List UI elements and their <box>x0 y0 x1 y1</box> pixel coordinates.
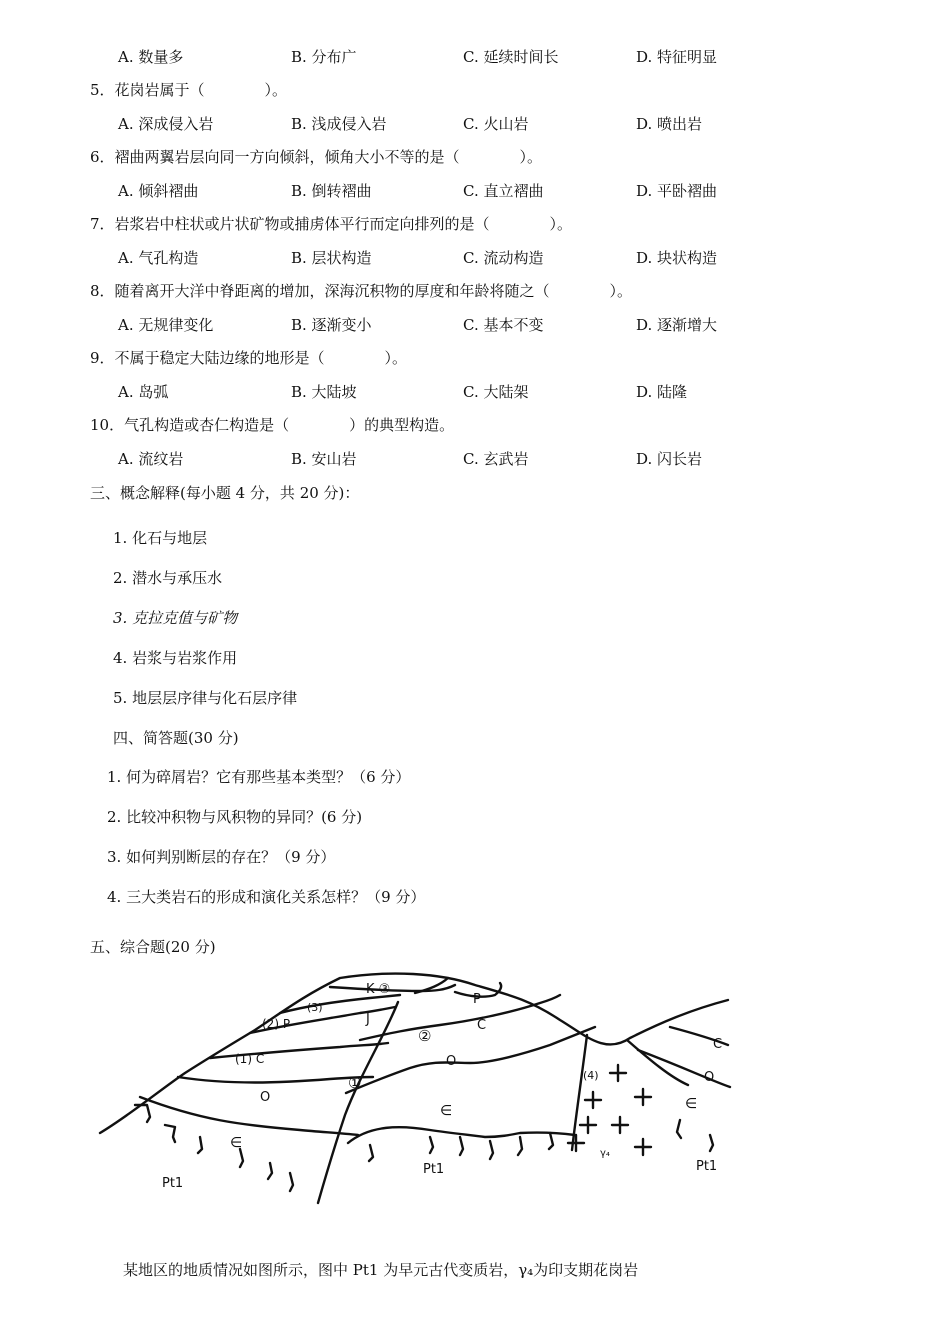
q8-option-d: D. 逐渐增大 <box>636 316 718 334</box>
q5-stem: 5．花岗岩属于（ ）。 <box>90 81 288 99</box>
q8-option-b: B. 逐渐变小 <box>291 316 372 334</box>
label-circled-2: ② <box>418 1027 432 1045</box>
section3-item-3: 3. 克拉克值与矿物 <box>113 609 238 627</box>
label-camb-right: ∈ <box>685 1096 698 1112</box>
q7-option-d: D. 块状构造 <box>636 249 718 267</box>
section4-item-4: 4. 三大类岩石的形成和演化关系怎样？（9 分） <box>107 888 426 906</box>
geologic-cross-section <box>90 965 750 1215</box>
q6-option-c: C. 直立褶曲 <box>463 182 544 200</box>
q4-option-a: A. 数量多 <box>118 48 184 66</box>
section4-item-3: 3. 如何判别断层的存在？（9 分） <box>107 848 336 866</box>
q9-option-b: B. 大陆坡 <box>291 383 357 401</box>
label-1c: (1) C <box>235 1052 265 1066</box>
q10-stem: 10．气孔构造或杏仁构造是（ ）的典型构造。 <box>90 416 455 434</box>
section5-title: 五、综合题(20 分) <box>90 938 216 956</box>
label-o-mid: O <box>446 1054 457 1069</box>
q6-stem: 6．褶曲两翼岩层向同一方向倾斜，倾角大小不等的是（ ）。 <box>90 148 543 166</box>
q7-option-a: A. 气孔构造 <box>118 249 199 267</box>
q4-option-d: D. 特征明显 <box>636 48 718 66</box>
q10-option-c: C. 玄武岩 <box>463 450 529 468</box>
label-p-top: P <box>473 992 481 1007</box>
label-k3: K ③ <box>366 982 391 997</box>
section3-item-1: 1. 化石与地层 <box>113 529 208 547</box>
q9-option-a: A. 岛弧 <box>118 383 169 401</box>
q8-option-a: A. 无规律变化 <box>118 316 214 334</box>
label-c-mid: C <box>477 1018 487 1033</box>
label-j: J <box>366 1012 370 1027</box>
section4-item-1: 1. 何为碎屑岩？它有那些基本类型？（6 分） <box>107 768 411 786</box>
label-camb-mid: ∈ <box>440 1103 453 1119</box>
q5-option-c: C. 火山岩 <box>463 115 529 133</box>
label-2p: (2) P <box>262 1017 291 1031</box>
q8-stem: 8．随着离开大洋中脊距离的增加，深海沉积物的厚度和年龄将随之（ ）。 <box>90 282 633 300</box>
q5-option-d: D. 喷出岩 <box>636 115 703 133</box>
q7-option-b: B. 层状构造 <box>291 249 372 267</box>
q10-option-a: A. 流纹岩 <box>118 450 184 468</box>
q10-option-d: D. 闪长岩 <box>636 450 703 468</box>
q9-stem: 9．不属于稳定大陆边缘的地形是（ ）。 <box>90 349 408 367</box>
label-pt1-right: Pt1 <box>696 1159 718 1174</box>
section4-item-2: 2. 比较冲积物与风积物的异同？(6 分) <box>107 808 363 826</box>
q4-option-b: B. 分布广 <box>291 48 357 66</box>
q10-option-b: B. 安山岩 <box>291 450 357 468</box>
q4-option-c: C. 延续时间长 <box>463 48 559 66</box>
label-o-right: O <box>704 1070 715 1085</box>
q8-option-c: C. 基本不变 <box>463 316 544 334</box>
q7-option-c: C. 流动构造 <box>463 249 544 267</box>
q6-option-b: B. 倒转褶曲 <box>291 182 372 200</box>
q6-option-d: D. 平卧褶曲 <box>636 182 718 200</box>
q9-option-d: D. 陆隆 <box>636 383 688 401</box>
figure-caption: 某地区的地质情况如图所示，图中 Pt1 为早元古代变质岩，γ₄为印支期花岗岩 <box>123 1261 639 1279</box>
q5-option-b: B. 浅成侵入岩 <box>291 115 387 133</box>
q7-stem: 7．岩浆岩中柱状或片状矿物或捕虏体平行而定向排列的是（ ）。 <box>90 215 573 233</box>
label-c-right: C <box>713 1037 723 1052</box>
section3-title: 三、概念解释(每小题 4 分，共 20 分)： <box>90 484 360 502</box>
section3-item-2: 2. 潜水与承压水 <box>113 569 223 587</box>
label-fault-1: ① <box>348 1074 362 1092</box>
q9-option-c: C. 大陆架 <box>463 383 529 401</box>
label-pt1-mid: Pt1 <box>423 1162 445 1177</box>
label-o-left: O <box>260 1090 271 1105</box>
section4-title: 四、简答题(30 分) <box>113 729 239 747</box>
q6-option-a: A. 倾斜褶曲 <box>118 182 199 200</box>
section3-item-5: 5. 地层层序律与化石层序律 <box>113 689 298 707</box>
section3-item-4: 4. 岩浆与岩浆作用 <box>113 649 238 667</box>
label-pt1-left: Pt1 <box>162 1176 184 1191</box>
label-gamma4: γ₄ <box>600 1148 610 1159</box>
label-4: (4) <box>583 1069 599 1082</box>
label-camb-left: ∈ <box>230 1135 243 1151</box>
q5-option-a: A. 深成侵入岩 <box>118 115 214 133</box>
label-3: (3) <box>307 1001 323 1014</box>
